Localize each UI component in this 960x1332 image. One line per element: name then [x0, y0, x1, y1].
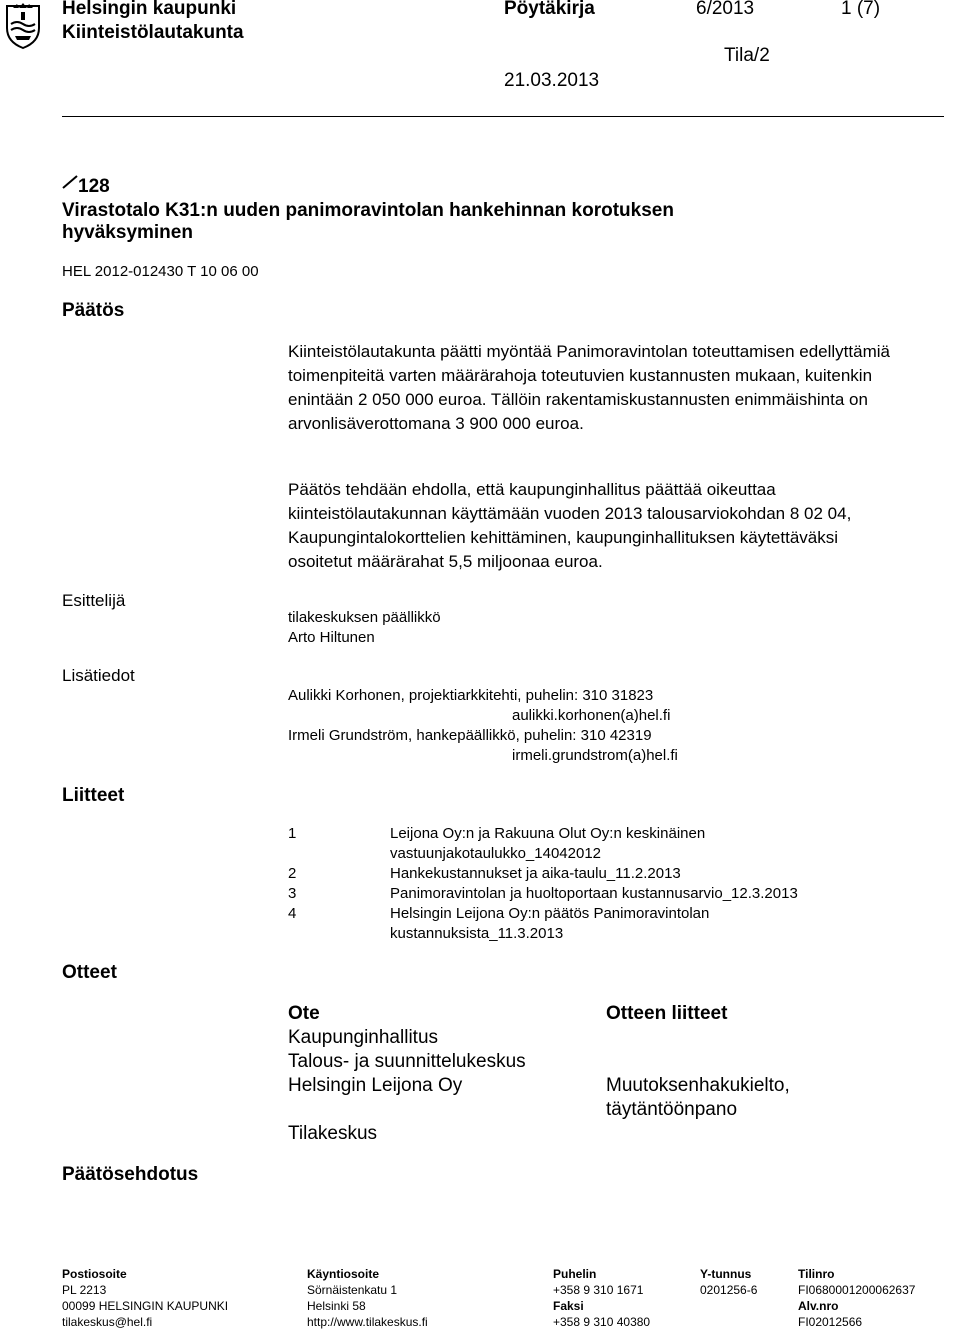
otteen-liitteet-heading: Otteen liitteet — [606, 1003, 728, 1024]
footer-kayntiosoite: Helsinki 58 — [307, 1299, 366, 1313]
attachment-title: Hankekustannukset ja aika-taulu_11.2.2013 — [390, 865, 681, 882]
footer-tilinro: FI0680001200062637 — [798, 1283, 916, 1297]
section-esittelija: Esittelijä — [62, 591, 126, 610]
attachment-number: 4 — [288, 905, 297, 922]
tila-label: Tila/2 — [724, 45, 770, 66]
decision-paragraph-1: Kiinteistölautakunta päätti myöntää Panimoravintolan toteuttamisen edellyttämiä toimenpiteitä varten määrärahoja toteutuvien kustannusten mukaan, kuitenkin enintään 2 050 000 euroa. Tällöin rakentamiskustannusten enimmäishinta on arvonlisäverottomana 3 900 000 euroa. — [288, 342, 890, 433]
otteen-liitteet-line2: täytäntöönpano — [606, 1099, 738, 1120]
footer-postiosoite: PL 2213 — [62, 1283, 107, 1297]
footer-kayntiosoite: Sörnäistenkatu 1 — [307, 1283, 398, 1297]
decision-paragraph-2: Päätös tehdään ehdolla, että kaupunginhallitus päättää oikeuttaa kiinteistölautakunnan käyttämään vuoden 2013 talousarviokohdan 8 02 04, Kaupungintalokorttelien kehittäminen, kaupunginhallituksen käytettäväksi osoitetut määrärahat 5,5 miljoonaa euroa. — [288, 480, 852, 571]
section-liitteet: Liitteet — [62, 785, 125, 806]
attachment-number: 3 — [288, 885, 297, 902]
footer-ytunnus: 0201256-6 — [700, 1283, 758, 1297]
org-name: Helsingin kaupunki — [62, 0, 237, 19]
ote-recipient: Helsingin Leijona Oy — [288, 1075, 463, 1096]
otteen-liitteet-line1: Muutoksenhakukielto, — [606, 1075, 790, 1096]
attachment-number: 2 — [288, 865, 297, 882]
footer-ytunnus-label: Y-tunnus — [700, 1267, 752, 1281]
footer-faksi-label: Faksi — [553, 1299, 584, 1313]
item-marker-icon — [62, 175, 78, 189]
footer-postiosoite: 00099 HELSINGIN KAUPUNKI — [62, 1299, 229, 1313]
case-reference: HEL 2012-012430 T 10 06 00 — [62, 263, 259, 280]
footer-postiosoite-label: Postiosoite — [62, 1267, 127, 1281]
document-number: 6/2013 — [696, 0, 755, 19]
contact-email: aulikki.korhonen(a)hel.fi — [512, 707, 671, 724]
attachment-title: Panimoravintolan ja huoltoportaan kustannusarvio_12.3.2013 — [390, 885, 798, 902]
presenter-title: tilakeskuksen päällikkö — [288, 609, 441, 626]
item-title-line2: hyväksyminen — [62, 222, 193, 243]
attachment-title-cont: vastuunjakotaulukko_14042012 — [390, 845, 602, 862]
footer-kayntiosoite-label: Käyntiosoite — [307, 1267, 380, 1281]
page-number: 1 (7) — [841, 0, 881, 19]
attachment-title: Leijona Oy:n ja Rakuuna Olut Oy:n keskinäinen — [390, 825, 706, 842]
footer-puhelin: +358 9 310 1671 — [553, 1283, 644, 1297]
ote-recipient: Kaupunginhallitus — [288, 1027, 439, 1048]
contact-line: Aulikki Korhonen, projektiarkkitehti, puhelin: 310 31823 — [288, 687, 654, 704]
section-otteet: Otteet — [62, 962, 117, 983]
item-title-line1: Virastotalo K31:n uuden panimoravintolan hankehinnan korotuksen — [62, 200, 674, 221]
section-paatos: Päätös — [62, 300, 125, 321]
ote-recipient: Tilakeskus — [288, 1123, 378, 1144]
contact-line: Irmeli Grundström, hankepäällikkö, puhelin: 310 42319 — [288, 727, 652, 744]
document-type: Pöytäkirja — [504, 0, 595, 19]
attachment-title-cont: kustannuksista_11.3.2013 — [390, 925, 564, 942]
footer-puhelin-label: Puhelin — [553, 1267, 597, 1281]
helsinki-crest-logo — [3, 2, 43, 50]
footer-faksi: +358 9 310 40380 — [553, 1315, 651, 1329]
section-lisatiedot: Lisätiedot — [62, 666, 135, 685]
item-number: 128 — [78, 176, 110, 197]
header-divider — [62, 116, 944, 117]
attachment-number: 1 — [288, 825, 297, 842]
footer-alvnro-label: Alv.nro — [798, 1299, 839, 1313]
ote-recipient: Talous- ja suunnittelukeskus — [288, 1051, 526, 1072]
presenter-name: Arto Hiltunen — [288, 629, 375, 646]
ote-heading: Ote — [288, 1003, 320, 1024]
department-name: Kiinteistölautakunta — [62, 22, 244, 43]
attachment-title: Helsingin Leijona Oy:n päätös Panimoravintolan — [390, 905, 710, 922]
footer-tilinro-label: Tilinro — [798, 1267, 835, 1281]
footer-alvnro: FI02012566 — [798, 1315, 863, 1329]
footer-email: tilakeskus@hel.fi — [62, 1315, 153, 1329]
section-paatosehdotus: Päätösehdotus — [62, 1164, 199, 1185]
contact-email: irmeli.grundstrom(a)hel.fi — [512, 747, 678, 764]
footer-website: http://www.tilakeskus.fi — [307, 1315, 428, 1329]
document-date: 21.03.2013 — [504, 70, 600, 91]
